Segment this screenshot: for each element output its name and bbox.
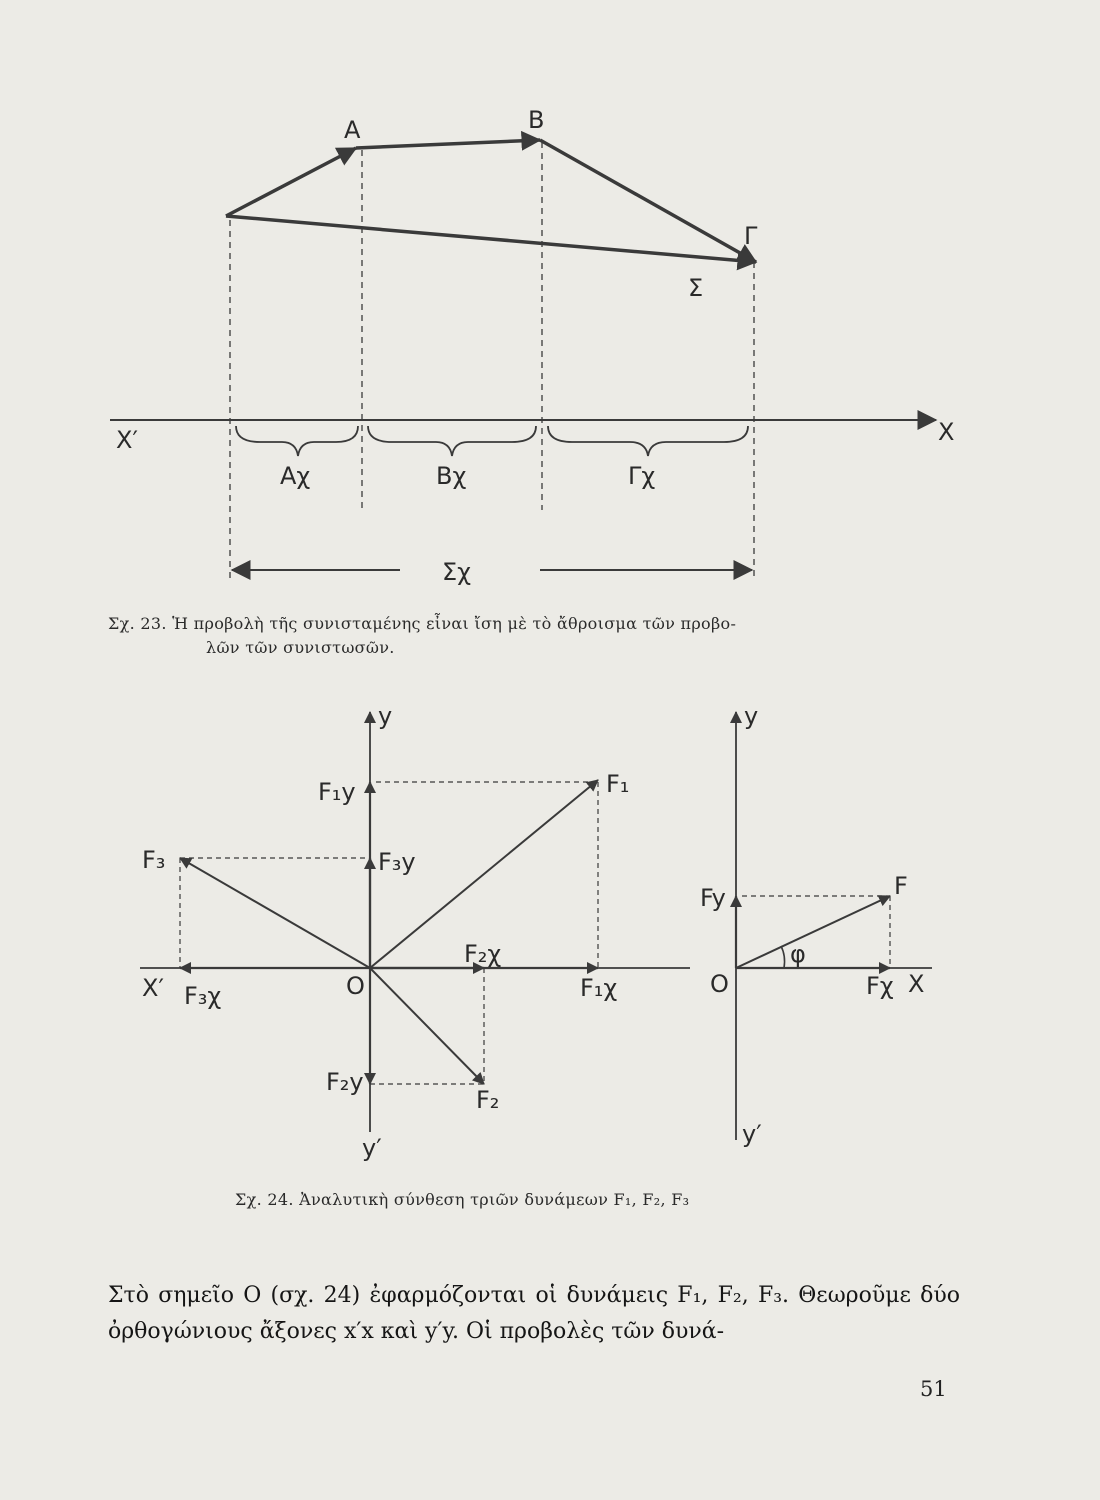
vector-b (356, 140, 540, 148)
label-bx: Βχ (436, 462, 467, 490)
body-paragraph: Στὸ σημεῖο Ο (σχ. 24) ἐφαρμόζονται οἱ δυνάμεις F₁, F₂, F₃. Θεωροῦμε δύο ὀρθογώνιους ἄξονες x′x καὶ y′y. Οἱ προβολὲς τῶν δυνά- (108, 1283, 960, 1344)
label-y-neg-24-right: y′ (742, 1120, 762, 1148)
label-y-neg-24: y′ (362, 1134, 382, 1162)
figure-24-left-labels (142, 702, 629, 1162)
label-x-24-right: X (908, 970, 925, 998)
figure-23-caption (108, 612, 948, 660)
figure-23-labels (116, 106, 954, 586)
label-f3y: F₃y (378, 848, 416, 876)
figure-23-caption-line2: λῶν τῶν συνιστωσῶν. (206, 638, 395, 657)
label-f2y: F₂y (326, 1068, 364, 1096)
label-x-neg-23: X′ (116, 426, 138, 454)
label-gamma: Γ (744, 222, 758, 250)
label-sigma: Σ (688, 274, 704, 302)
label-f2x: F₂χ (464, 940, 502, 968)
label-ax: Αχ (280, 462, 311, 490)
label-fy: Fy (700, 884, 726, 912)
force-f (736, 896, 890, 968)
figure-23-caption-line1: Σχ. 23. Ἡ προβολὴ τῆς συνισταμένης εἶναι ἴση μὲ τὸ ἄθροισμα τῶν προβο- (108, 614, 737, 633)
label-f1: F₁ (606, 770, 630, 798)
force-f3 (180, 858, 370, 968)
label-f1x: F₁χ (580, 974, 618, 1002)
label-x-neg-24: X′ (142, 974, 164, 1002)
label-phi: φ (790, 940, 806, 968)
projection-braces (236, 426, 748, 456)
label-f1y: F₁y (318, 778, 356, 806)
label-f3: F₃ (142, 846, 166, 874)
label-b: B (528, 106, 545, 134)
label-y-24-right: y (744, 702, 759, 730)
figure-24-caption: Σχ. 24. Ἀναλυτικὴ σύνθεση τριῶν δυνάμεων F₁, F₂, F₃ (235, 1190, 690, 1209)
label-sx: Σχ (442, 558, 472, 586)
label-gx: Γχ (628, 462, 656, 490)
label-origin-24-right: O (710, 970, 729, 998)
angle-phi-arc (781, 946, 785, 968)
label-y-24: y (378, 702, 393, 730)
figure-23 (110, 140, 936, 580)
label-f2: F₂ (476, 1086, 500, 1114)
label-a: A (344, 116, 361, 144)
component-dashes (180, 782, 598, 1084)
label-f: F (894, 872, 908, 900)
figure-24-right (736, 712, 932, 1140)
force-f2 (370, 968, 484, 1084)
vector-g (540, 140, 756, 262)
vector-a (226, 148, 356, 216)
resultant-sigma (226, 216, 756, 262)
label-f3x: F₃χ (184, 982, 222, 1010)
label-origin-24: O (346, 972, 365, 1000)
label-fx: Fχ (866, 972, 894, 1000)
label-x-pos-23: X (938, 418, 955, 446)
figure-24-right-labels (700, 702, 924, 1148)
page-number: 51 (920, 1377, 947, 1401)
projection-lines (230, 142, 754, 580)
